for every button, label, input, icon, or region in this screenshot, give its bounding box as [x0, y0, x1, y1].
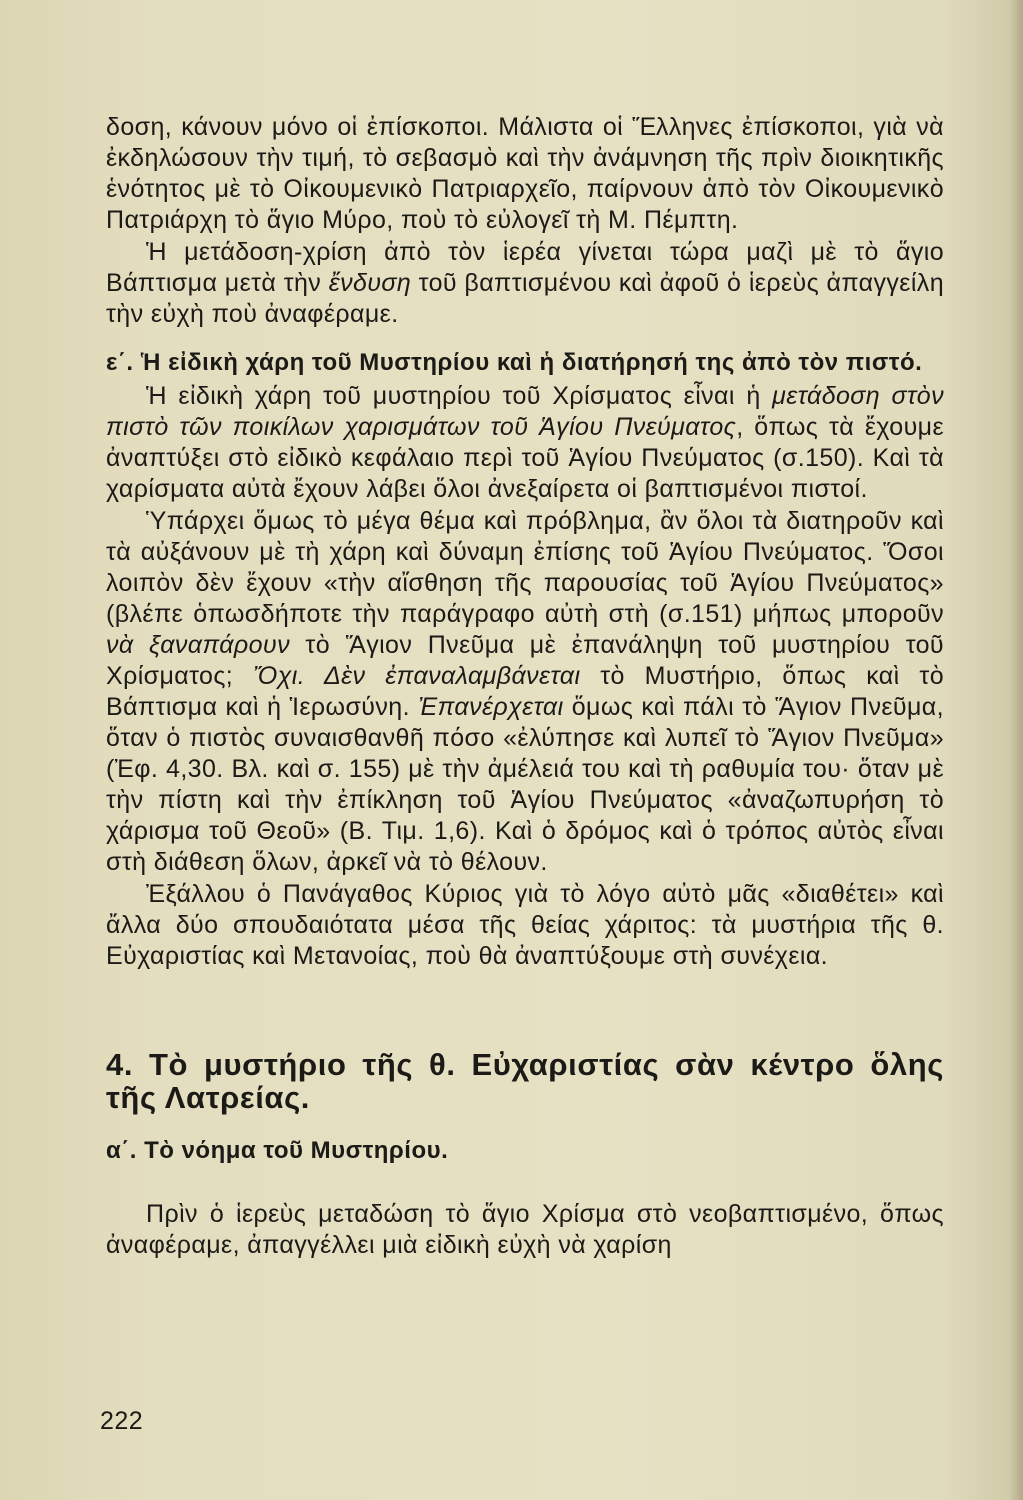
text-run: ὅμως καὶ πάλι τὸ Ἅγιον Πνεῦμα, ὅταν ὁ πιστὸς συναισθανθῆ πόσο «ἐλύπησε καὶ λυπεῖ τὸ Ἅγιον Πνεῦμα» (Ἐφ. 4,30. Βλ. καὶ σ. 155) μὲ τὴν ἀμέλειά του καὶ τὴ ραθυμία του· ὅταν μὲ τὴν πίστη καὶ τὴν ἐπίκληση τοῦ Ἁγίου Πνεύματος «ἀναζωπυρήση τὸ χάρισμα τοῦ Θεοῦ» (Β. Τιμ. 1,6). Καὶ ὁ δρόμος καὶ ὁ τρόπος αὐτὸς εἶναι στὴ διάθεση ὅλων, ἀρκεῖ νὰ τὸ θέλουν.	[106, 693, 944, 876]
emphasis: μετάδοση στὸν πιστὸ τῶν ποικίλων χαρισμάτων τοῦ Ἁγίου Πνεύματος	[106, 382, 944, 441]
text-column	[106, 112, 944, 1261]
section-heading-e: ε΄. Ἡ εἰδικὴ χάρη τοῦ Μυστηρίου καὶ ἡ διατήρησή της ἀπὸ τὸν πιστό.	[106, 349, 923, 376]
text-run: Ὑπάρχει ὅμως τὸ μέγα θέμα καὶ πρόβλημα, ἂν ὅλοι τὰ διατηροῦν καὶ τὰ αὐξάνουν μὲ τὴ χάρη καὶ δύναμη ἐπίσης τοῦ Ἁγίου Πνεύματος. Ὅσοι λοιπὸν δὲν ἔχουν «τὴν αἴσθηση τῆς παρουσίας τοῦ Ἁγίου Πνεύματος» (βλέπε ὁπωσδήποτε τὴν παράγραφο αὐτὴ στὴ (σ.151) μήπως μποροῦν	[106, 507, 944, 628]
text-run: , ὅπως τὰ ἔχουμε ἀναπτύξει στὸ εἰδικὸ κεφάλαιο περὶ τοῦ Ἁγίου Πνεύματος (σ.150). Καὶ τὰ χαρίσματα αὐτὰ ἔχουν λάβει ὅλοι ἀνεξαίρετα οἱ βαπτισμένοι πιστοί.	[106, 413, 944, 503]
emphasis: Ὄχι. Δὲν ἐπαναλαμβάνεται	[253, 662, 581, 690]
chapter-heading: 4. Τὸ μυστήριο τῆς θ. Εὐχαριστίας σὰν κέντρο ὅλης τῆς Λατρείας.	[106, 1047, 944, 1115]
page-number: 222	[100, 1407, 144, 1435]
section-heading-a: α΄. Τὸ νόημα τοῦ Μυστηρίου.	[106, 1137, 449, 1164]
paragraph-4	[106, 506, 944, 878]
paragraph-6: Πρὶν ὁ ἱερεὺς μεταδώση τὸ ἅγιο Χρίσμα στὸ νεοβαπτισμένο, ὅπως ἀναφέραμε, ἀπαγγέλλει μιὰ εἰδικὴ εὐχὴ νὰ χαρίση	[106, 1200, 944, 1259]
text-run: τὸ Ἅγιον Πνεῦμα μὲ ἐπανάληψη τοῦ μυστηρίου τοῦ Χρίσματος;	[106, 631, 944, 690]
paragraph-3	[106, 381, 944, 505]
paragraph-5: Ἐξάλλου ὁ Πανάγαθος Κύριος γιὰ τὸ λόγο αὐτὸ μᾶς «διαθέτει» καὶ ἄλλα δύο σπουδαιότατα μέσα τῆς θείας χάριτος: τὰ μυστήρια τῆς θ. Εὐχαριστίας καὶ Μετανοίας, ποὺ θὰ ἀναπτύξουμε στὴ συνέχεια.	[106, 880, 944, 970]
text-run: τοῦ βαπτισμένου καὶ ἀφοῦ ὁ ἱερεὺς ἀπαγγείλη τὴν εὐχὴ ποὺ ἀναφέραμε.	[106, 269, 944, 328]
paragraph-1: δοση, κάνουν μόνο οἱ ἐπίσκοποι. Μάλιστα οἱ Ἕλληνες ἐπίσκοποι, γιὰ νὰ ἐκδηλώσουν τὴν τιμή, τὸ σεβασμὸ καὶ τὴν ἀνάμνηση τῆς πρὶν διοικητικῆς ἑνότητος μὲ τὸ Οἰκουμενικὸ Πατριαρχεῖο, παίρνουν ἀπὸ τὸν Οἰκουμενικὸ Πατριάρχη τὸ ἅγιο Μύρο, ποὺ τὸ εὐλογεῖ τὴ Μ. Πέμπτη.	[106, 113, 944, 234]
text-run: Ἡ εἰδικὴ χάρη τοῦ μυστηρίου τοῦ Χρίσματος εἶναι ἡ	[146, 382, 773, 410]
page-edge-shadow	[1009, 0, 1023, 1500]
text-run: τὸ Μυστήριο, ὅπως καὶ τὸ Βάπτισμα καὶ ἡ Ἱερωσύνη.	[106, 662, 945, 721]
paragraph-2	[106, 237, 944, 330]
emphasis: νὰ ξαναπάρουν	[106, 631, 290, 659]
text-run: Ἡ μετάδοση-χρίση ἀπὸ τὸν ἱερέα γίνεται τώρα μαζὶ μὲ τὸ ἅγιο Βάπτισμα μετὰ τὴν	[106, 238, 944, 297]
emphasis: Ἐπανέρχεται	[418, 693, 564, 721]
emphasis: ἔνδυση	[328, 269, 412, 297]
